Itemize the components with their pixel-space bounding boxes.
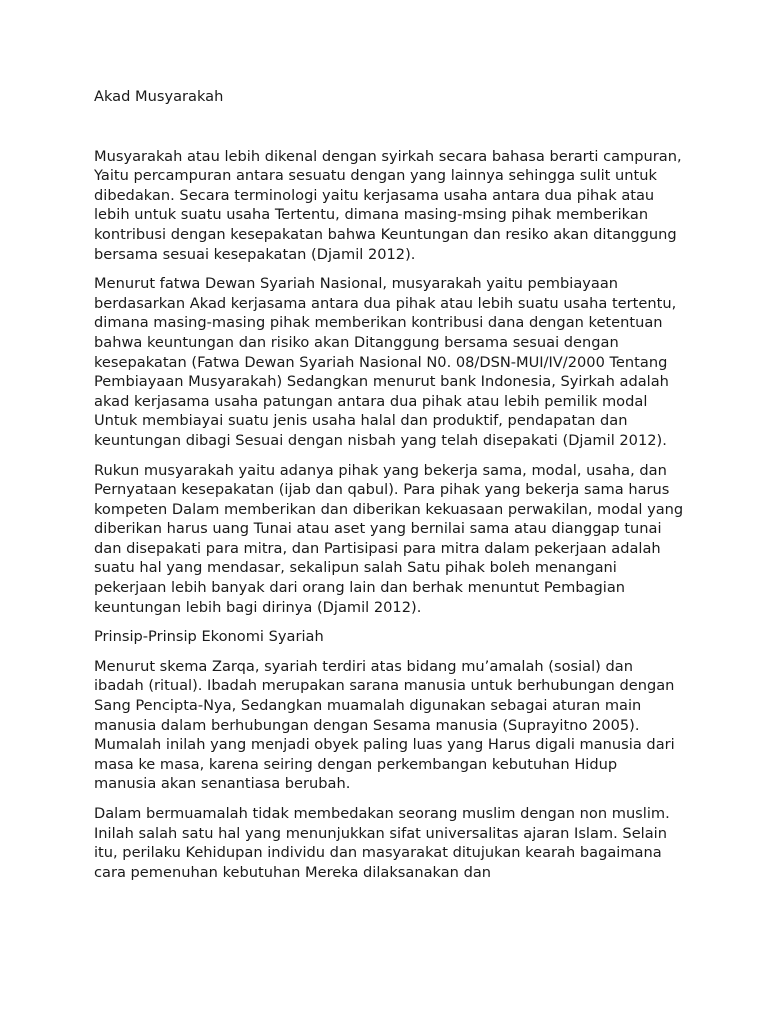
paragraph: Musyarakah atau lebih dikenal dengan syirkah secara bahasa berarti campuran, Yaitu percampuran antara sesuatu dengan yang lainnya sehingga sulit untuk dibedakan. Secara terminologi yaitu kerjasama usaha antara dua pihak atau lebih untuk suatu usaha Tertentu, dimana masing-msing pihak memberikan kontribusi dengan kesepakatan bahwa Keuntungan dan resiko akan ditanggung bersama sesuai kesepakatan (Djamil 2012).: [94, 147, 682, 263]
paragraph: Dalam bermuamalah tidak membedakan seorang muslim dengan non muslim. Inilah salah satu hal yang menunjukkan sifat universalitas ajaran Islam. Selain itu, perilaku Kehidupan individu dan masyarakat ditujukan kearah bagaimana cara pemenuhan kebutuhan Mereka dilaksanakan dan: [94, 805, 670, 881]
document-body: [94, 87, 684, 892]
document-title: Akad Musyarakah: [94, 88, 224, 105]
section-heading: Prinsip-Prinsip Ekonomi Syariah: [94, 628, 324, 646]
paragraph: Menurut fatwa Dewan Syariah Nasional, musyarakah yaitu pembiayaan berdasarkan Akad kerjasama antara dua pihak atau lebih suatu usaha tertentu, dimana masing-masing pihak memberikan kontribusi dana dengan ketentuan bahwa keuntungan dan risiko akan Ditanggung bersama sesuai dengan kesepakatan (Fatwa Dewan Syariah Nasional N0. 08/DSN-MUI/IV/2000 Tentang Pembiayaan Musyarakah) Sedangkan menurut bank Indonesia, Syirkah adalah akad kerjasama usaha patungan antara dua pihak atau lebih pemilik modal Untuk membiayai suatu jenis usaha halal dan produktif, pendapatan dan keuntungan dibagi Sesuai dengan nisbah yang telah disepakati (Djamil 2012).: [94, 275, 677, 449]
paragraph: Menurut skema Zarqa, syariah terdiri atas bidang mu’amalah (sosial) dan ibadah (ritual). Ibadah merupakan sarana manusia untuk berhubungan dengan Sang Pencipta-Nya, Sedangkan muamalah digunakan sebagai aturan main manusia dalam berhubungan dengan Sesama manusia (Suprayitno 2005). Mumalah inilah yang menjadi obyek paling luas yang Harus digali manusia dari masa ke masa, karena seiring dengan perkembangan kebutuhan Hidup manusia akan senantiasa berubah.: [94, 657, 675, 793]
paragraph: Rukun musyarakah yaitu adanya pihak yang bekerja sama, modal, usaha, dan Pernyataan kesepakatan (ijab dan qabul). Para pihak yang bekerja sama harus kompeten Dalam memberikan dan diberikan kekuasaan perwakilan, modal yang diberikan harus uang Tunai atau aset yang bernilai sama atau dianggap tunai dan disepakati para mitra, dan Partisipasi para mitra dalam pekerjaan adalah suatu hal yang mendasar, sekalipun salah Satu pihak boleh menangani pekerjaan lebih banyak dari orang lain dan berhak menuntut Pembagian keuntungan lebih bagi dirinya (Djamil 2012).: [94, 461, 684, 616]
